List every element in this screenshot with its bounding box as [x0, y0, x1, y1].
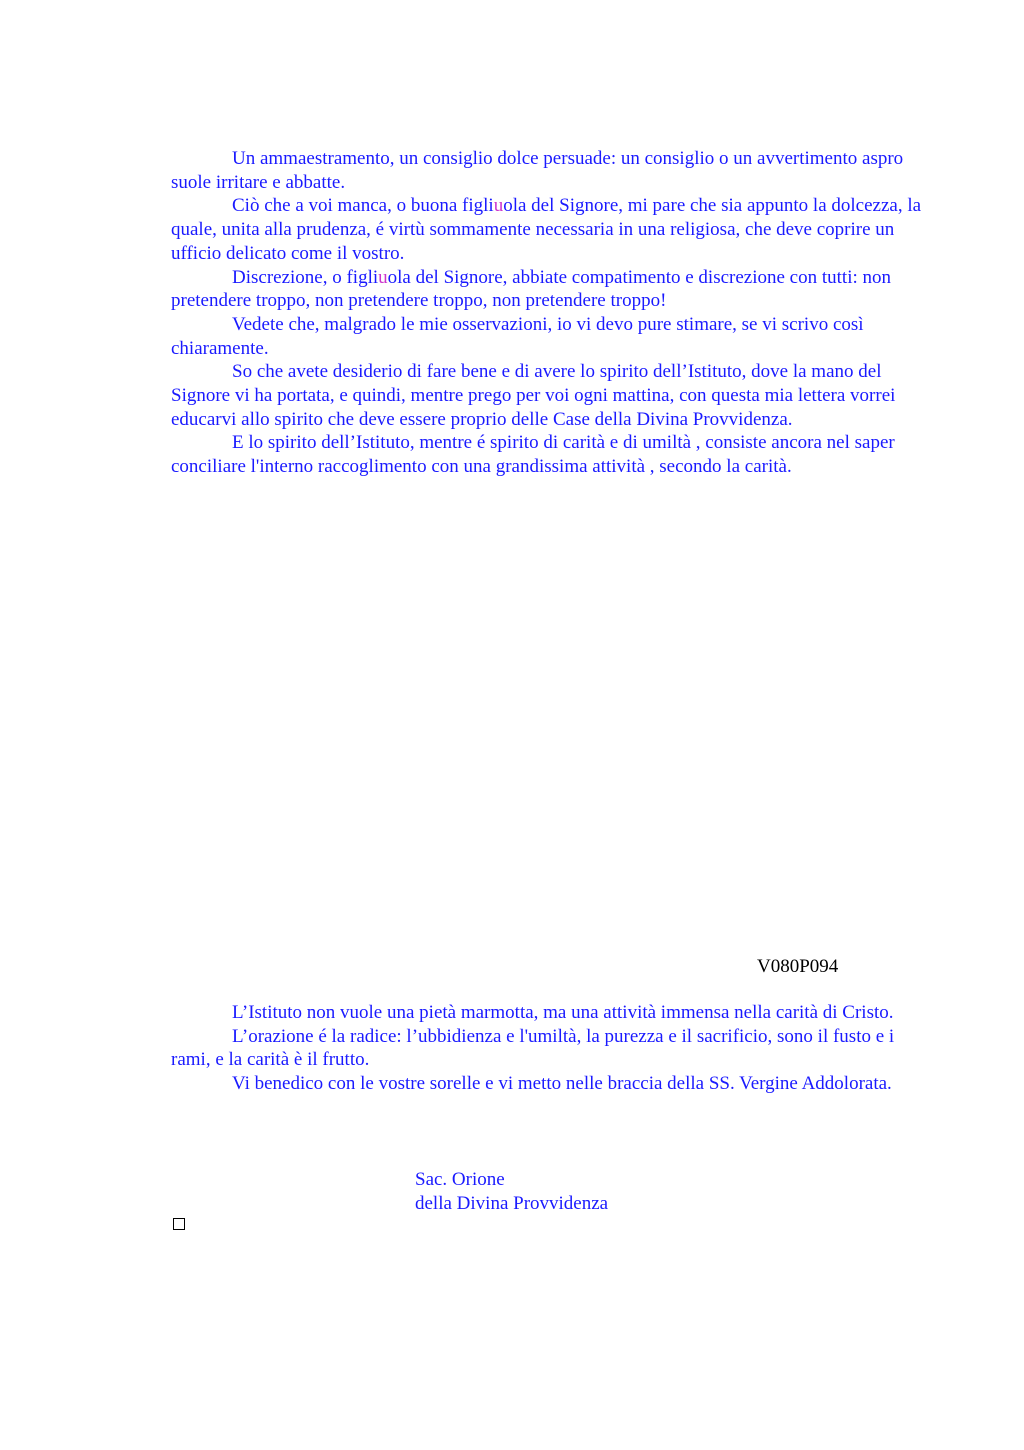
paragraph-orazione: L’orazione é la radice: l’ubbidienza e l'umiltà, la purezza e il sacrificio, sono il fusto e i rami, e la carità è il frutto. [171, 1025, 895, 1071]
paragraph-ammaestramento: Un ammaestramento, un consiglio dolce persuade: un consiglio o un avvertimento aspro suole irritare e abbatte. [171, 148, 904, 193]
paragraph-dolcezza: Ciò che a voi manca, o buona figliuola del Signore, mi pare che sia appunto la dolcezza, la quale, unita alla prudenza, é virtù sommamente necessaria in una religiosa, che deve coprire un ufficio delicato come il vostro. [171, 195, 922, 264]
paragraph-pieta: L’Istituto non vuole una pietà marmotta, ma una attività immensa nella carità di Cristo. [232, 1002, 894, 1023]
checkbox-square-icon [173, 1218, 185, 1230]
letter-body-bottom [171, 1001, 931, 1096]
highlighted-letter: u [493, 195, 504, 217]
letter-body-top [171, 147, 931, 479]
paragraph-benedico: Vi benedico con le vostre sorelle e vi metto nelle braccia della SS. Vergine Addolorata. [232, 1073, 892, 1095]
signature-name: Sac. Orione [415, 1169, 505, 1190]
paragraph-stimare: Vedete che, malgrado le mie osservazioni, io vi devo pure stimare, se vi scrivo così chiaramente. [171, 313, 864, 359]
paragraph-carita-umilta: E lo spirito dell’Istituto, mentre é spirito di carità e di umiltà , consiste ancora nel saper conciliare l'interno raccoglimento con una grandissima attività , secondo la carità. [171, 432, 895, 478]
signature [415, 1168, 608, 1215]
page-code: V080P094 [757, 956, 839, 977]
signature-title: della Divina Provvidenza [415, 1192, 609, 1214]
paragraph-spirito-istituto: So che avete desiderio di fare bene e di avere lo spirito dell’Istituto, dove la mano del Signore vi ha portata, e quindi, mentre prego per voi ogni mattina, con questa mia lettera vorrei educarvi allo spirito che deve essere proprio delle Case della Divina Provvidenza. [171, 361, 896, 430]
paragraph-discrezione: Discrezione, o figliuola del Signore, abbiate compatimento e discrezione con tutti: non pretendere troppo, non pretendere troppo, non pretendere troppo! [171, 266, 892, 312]
highlighted-letter: u [378, 266, 388, 288]
